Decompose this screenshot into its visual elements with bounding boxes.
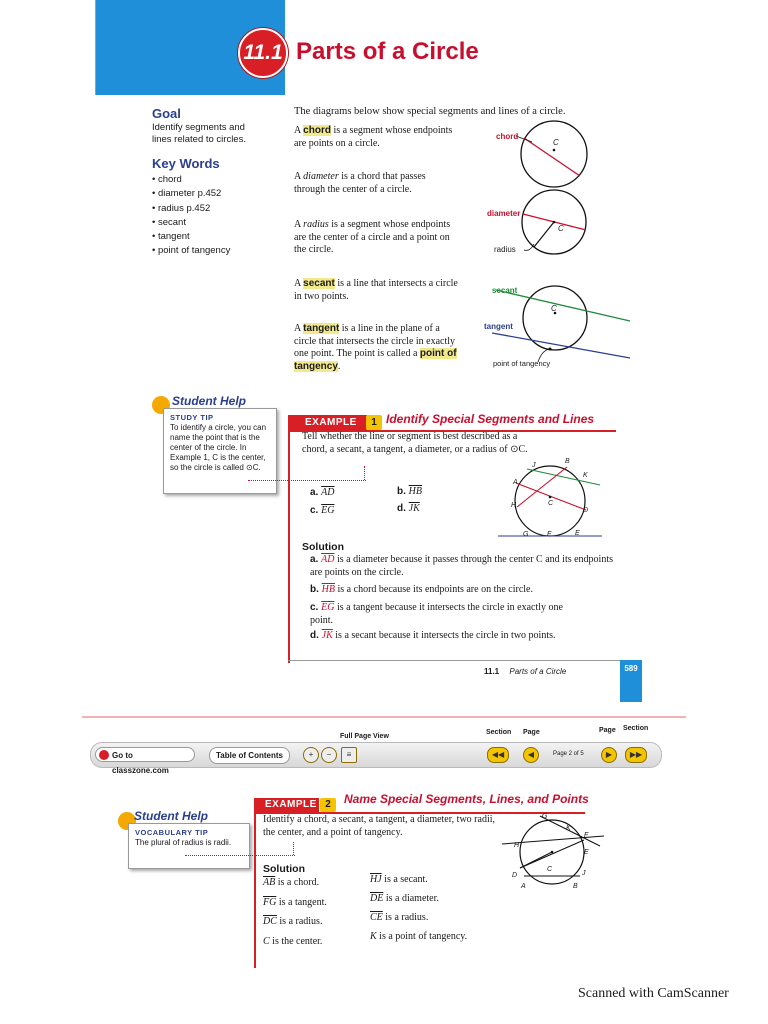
def-text: . (337, 360, 341, 372)
point-of-tangency-term: point of tangency (294, 348, 457, 372)
example-prompt: Tell whether the line or segment is best described as a chord, a secant, a tangent, a diameter, or a radius of ⊙C. (302, 431, 528, 455)
sol-seg: $\overline{AD}$ (321, 554, 335, 565)
point-label: G (523, 531, 529, 538)
pointer-line (248, 480, 366, 481)
study-tip-label: STUDY TIP (170, 413, 214, 422)
point-label: B (565, 458, 570, 465)
print-icon[interactable]: ≡ (341, 747, 357, 763)
key-word-item: • chord (152, 173, 230, 187)
example-number: 2 (320, 798, 336, 812)
student-help-title: Student Help (134, 809, 208, 823)
point-label: D (512, 872, 518, 879)
sol-seg: $\overline{AB}$ (263, 877, 276, 888)
page-separator (82, 716, 686, 718)
sol-seg: $\overline{JK}$ (321, 630, 333, 641)
point-label: C (548, 500, 554, 507)
diameter-term: diameter (303, 171, 339, 182)
point-label: E (575, 530, 580, 537)
sol-seg: $\overline{DC}$ (263, 916, 277, 927)
sol-text: is a tangent. (276, 897, 327, 908)
point-of-tangency-label: point of tangency (493, 359, 551, 368)
lesson-badge: 11.1 (238, 28, 288, 78)
key-words-list (152, 173, 230, 259)
pointer-line (293, 842, 294, 855)
section-label: Section (486, 729, 512, 736)
sol-text: is a radius. (382, 912, 429, 923)
def-text: is a chord that passes through the center of a circle. (294, 171, 426, 195)
full-page-view-label[interactable]: Full Page View (340, 733, 389, 740)
sol-text: is a diameter. (383, 893, 439, 904)
tangent-definition (294, 323, 462, 373)
example-number: 1 (366, 415, 382, 430)
key-words-heading: Key Words (152, 156, 220, 171)
solution-a (310, 554, 615, 579)
chord-label: chord (496, 132, 519, 141)
point-label: E (584, 849, 589, 856)
def-text: A (294, 278, 304, 289)
def-text: is a segment whose endpoints are points on a circle. (294, 125, 453, 149)
sol-text: is a point of tangency. (376, 931, 468, 942)
solution-line (263, 897, 327, 910)
tangent-label: tangent (484, 322, 513, 331)
sol-seg: $\overline{EG}$ (321, 602, 335, 613)
vocabulary-tip-text: The plural of radius is radii. (135, 838, 232, 847)
solution-line (263, 916, 322, 929)
key-word-item: • secant (152, 216, 230, 230)
sol-letter: b. (310, 584, 319, 595)
point-label: F (584, 832, 589, 839)
diameter-label: diameter (487, 209, 521, 218)
part-d (397, 503, 420, 516)
section-back-icon[interactable]: ◀◀ (487, 747, 509, 763)
def-text: is a line in the plane of a circle that intersects the circle in exactly one point. The point is called a (294, 323, 456, 359)
part-value: $\overline{HB}$ (408, 486, 423, 497)
solution-b (310, 584, 615, 597)
footer-section: 11.1 (484, 667, 500, 676)
radius-term: radius (303, 219, 329, 230)
part-a (310, 487, 334, 500)
sol-seg: K (370, 931, 377, 942)
solution-line (263, 936, 322, 949)
chord-definition (294, 125, 454, 150)
header-divider (95, 0, 96, 95)
center-label: C (551, 304, 557, 313)
sol-seg: $\overline{HB}$ (321, 584, 336, 595)
point-label: D (583, 507, 589, 514)
sol-text: is a secant because it intersects the circle in two points. (332, 630, 556, 641)
key-word-item: • radius p.452 (152, 202, 230, 216)
section-forward-icon[interactable]: ▶▶ (625, 747, 647, 763)
footer-title: Parts of a Circle (509, 667, 567, 676)
part-c (310, 505, 334, 518)
page-title: Parts of a Circle (296, 38, 479, 65)
radius-definition (294, 219, 454, 257)
toc-button[interactable] (209, 747, 290, 764)
key-word-item: • diameter p.452 (152, 187, 230, 201)
part-value: $\overline{AD}$ (321, 487, 335, 498)
solution-line (370, 874, 428, 887)
sol-seg: $\overline{FG}$ (263, 897, 277, 908)
point-label: B (573, 883, 578, 890)
vocabulary-tip-label: VOCABULARY TIP (135, 828, 209, 837)
page-label-right: Page (599, 727, 616, 734)
tangent-term: tangent (303, 323, 340, 334)
example-prompt: Identify a chord, a secant, a tangent, a diameter, two radii, the center, and a point of tangency. (263, 814, 496, 838)
solution-line (263, 877, 319, 890)
classzone-icon (99, 750, 109, 760)
center-label: C (553, 138, 559, 147)
point-label: K (583, 472, 588, 479)
point-label: J (532, 462, 536, 469)
chord-term: chord (303, 125, 331, 136)
pointer-line (185, 855, 295, 856)
radius-label: radius (494, 245, 516, 254)
key-word-item: • tangent (152, 230, 230, 244)
secant-definition (294, 278, 459, 303)
def-text: A (294, 171, 304, 182)
example-rule (288, 660, 620, 661)
scanner-watermark: Scanned with CamScanner (578, 986, 729, 1001)
sol-text: is a secant. (381, 874, 428, 885)
sol-text: is a chord because its endpoints are on the circle. (335, 584, 533, 595)
page-number-tab: 589 (620, 660, 642, 702)
sol-text: is a tangent because it intersects the circle in exactly one point. (310, 602, 563, 626)
point-label: F (547, 531, 552, 538)
page-of-label: Page 2 of 5 (553, 751, 584, 757)
solution-line (370, 893, 439, 906)
student-help-title: Student Help (172, 394, 246, 408)
def-text: A (294, 323, 304, 334)
example-rule (254, 798, 256, 968)
secant-term: secant (303, 278, 335, 289)
example-title: Identify Special Segments and Lines (386, 412, 595, 426)
part-letter: a. (310, 487, 319, 498)
sol-seg: C (263, 936, 270, 947)
sol-letter: a. (310, 554, 319, 565)
sol-seg: $\overline{CE}$ (370, 912, 383, 923)
diameter-definition (294, 171, 459, 196)
point-label: G (542, 813, 548, 820)
example-label: EXAMPLE (289, 415, 367, 430)
example-title: Name Special Segments, Lines, and Points (344, 792, 589, 806)
example-1-diagram (480, 455, 605, 543)
goal-heading: Goal (152, 106, 181, 121)
classzone-button[interactable] (95, 747, 195, 775)
study-tip-text: To identify a circle, you can name the point that is the center of the circle. In Example 1, C is the center, so the circle is called ⊙C. (170, 423, 267, 472)
def-text: A (294, 219, 304, 230)
page-footer (484, 667, 566, 676)
part-value: $\overline{JK}$ (408, 503, 420, 514)
def-text: is a line that intersects a circle in two points. (294, 278, 458, 302)
point-label: J (582, 870, 586, 877)
sol-text: is a diameter because it passes through the center C and its endpoints are points on the circle. (310, 554, 614, 578)
intro-text: The diagrams below show special segments and lines of a circle. (294, 106, 566, 117)
center-label: C (558, 224, 564, 233)
key-word-item: • point of tangency (152, 244, 230, 258)
solution-line (370, 931, 467, 944)
point-label: C (547, 866, 553, 873)
def-text: A (294, 125, 304, 136)
sol-seg: $\overline{DE}$ (370, 893, 384, 904)
solution-c (310, 602, 570, 627)
zoom-in-icon[interactable]: + (303, 747, 319, 763)
part-b (397, 486, 422, 499)
part-letter: c. (310, 505, 319, 516)
point-label: H (514, 842, 520, 849)
sol-seg: $\overline{HJ}$ (370, 874, 382, 885)
sol-letter: d. (310, 630, 319, 641)
student-help-box (163, 408, 277, 494)
point-label: A (521, 883, 526, 890)
example-label: EXAMPLE (255, 798, 319, 812)
solution-line (370, 912, 428, 925)
pointer-line (364, 466, 365, 480)
section-label-right: Section (623, 725, 649, 732)
sol-text: is a radius. (276, 916, 323, 927)
def-text: is a segment whose endpoints are the center of a circle and a point on the circle. (294, 219, 451, 255)
point-label: K (566, 825, 571, 832)
page-label: Page (523, 729, 540, 736)
solution-heading: Solution (263, 863, 305, 875)
page-forward-icon[interactable]: ▶ (601, 747, 617, 763)
secant-label: secant (492, 286, 518, 295)
part-value: $\overline{EG}$ (321, 505, 335, 516)
zoom-out-icon[interactable]: − (321, 747, 337, 763)
point-label: H (511, 502, 517, 509)
part-letter: d. (397, 503, 406, 514)
solution-heading: Solution (302, 541, 344, 553)
student-help-box (128, 823, 250, 869)
goal-text: Identify segments and lines related to circles. (152, 122, 246, 145)
sol-text: is the center. (269, 936, 323, 947)
solution-d (310, 630, 620, 643)
part-letter: b. (397, 486, 406, 497)
chord-diagram (490, 118, 610, 190)
classzone-label: Go to classzone.com (112, 751, 169, 775)
point-label: A (513, 479, 518, 486)
toc-label: Table of Contents (216, 751, 283, 760)
example-rule (288, 415, 290, 663)
sol-letter: c. (310, 602, 319, 613)
sol-text: is a chord. (275, 877, 320, 888)
page-back-icon[interactable]: ◀ (523, 747, 539, 763)
